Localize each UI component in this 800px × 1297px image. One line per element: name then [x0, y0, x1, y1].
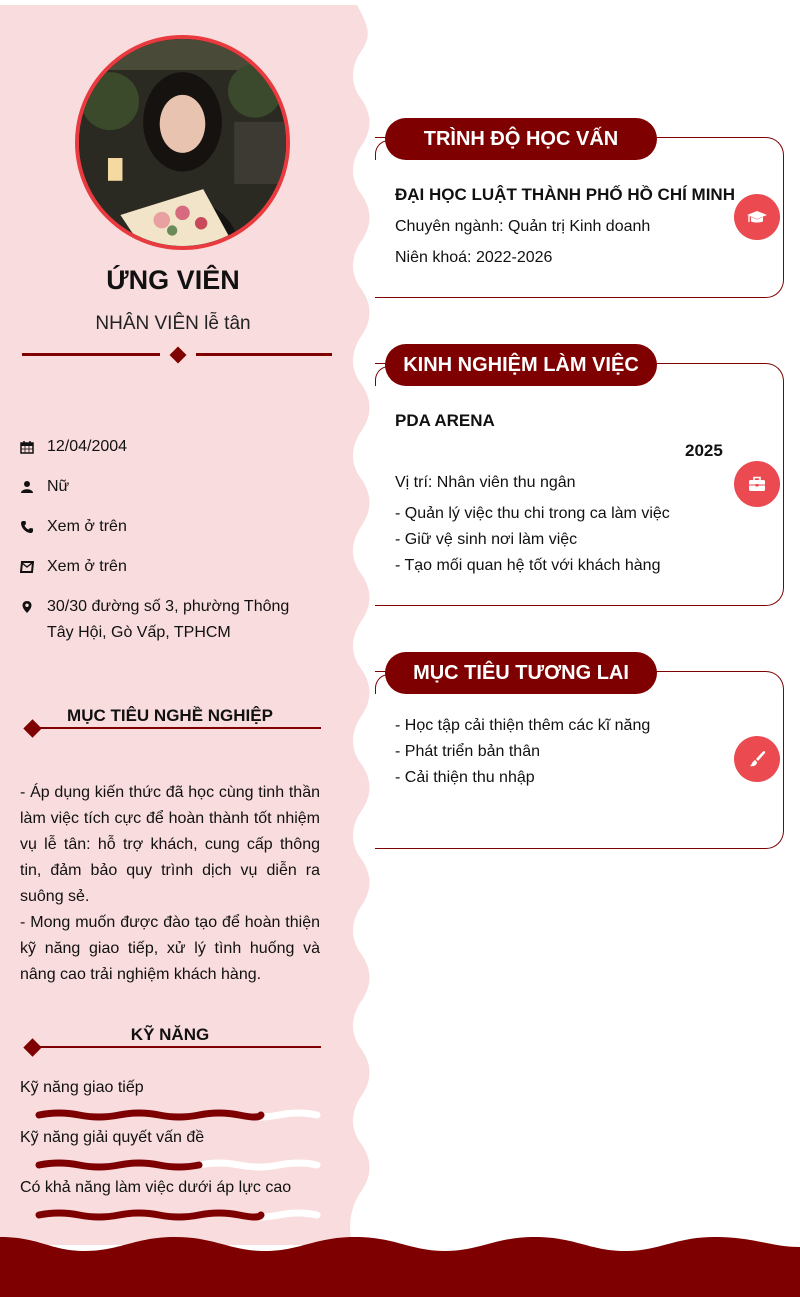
company-name: PDA ARENA — [395, 411, 495, 430]
map-marker-icon — [20, 594, 47, 620]
contact-gender — [20, 474, 320, 500]
education-heading: TRÌNH ĐỘ HỌC VẤN — [385, 118, 657, 160]
user-icon — [20, 474, 47, 500]
school-name: ĐẠI HỌC LUẬT THÀNH PHỐ HỒ CHÍ MINH — [395, 185, 735, 204]
contact-value: 30/30 đường số 3, phường Thông Tây Hội, Gò Vấp, TPHCM — [47, 598, 290, 641]
contact-address — [20, 594, 320, 646]
avatar — [75, 35, 290, 250]
skill-bar-communication — [35, 1109, 321, 1121]
career-objective-text — [20, 780, 320, 988]
name-divider-right — [196, 353, 332, 356]
major: Chuyên ngành: Quản trị Kinh doanh — [395, 218, 651, 235]
goal-item: - Phát triển bản thân — [395, 743, 540, 760]
future-goals-heading: MỤC TIÊU TƯƠNG LAI — [385, 652, 657, 694]
position: Vị trí: Nhân viên thu ngân — [395, 474, 576, 491]
experience-year: 2025 — [685, 441, 723, 460]
skill-label: Có khả năng làm việc dưới áp lực cao — [20, 1179, 292, 1196]
skills-heading: KỸ NĂNG — [130, 1025, 210, 1044]
contact-value: Nữ — [47, 478, 70, 495]
contact-dob — [20, 434, 320, 460]
briefcase-icon — [734, 461, 780, 507]
contact-value: 12/04/2004 — [47, 438, 128, 455]
avatar-photo — [79, 39, 286, 246]
goal-item: - Cải thiện thu nhập — [395, 769, 535, 786]
contact-phone — [20, 514, 320, 540]
envelope-icon — [20, 554, 47, 580]
calendar-icon — [20, 434, 47, 460]
objective-line: - Mong muốn được đào tạo để hoàn thiện kỹ năng giao tiếp, xử lý tình huống và nâng cao trải nghiệm khách hàng. — [20, 914, 320, 983]
contact-value: Xem ở trên — [47, 558, 127, 575]
duty-item: - Tạo mối quan hệ tốt với khách hàng — [395, 557, 661, 574]
contact-value: Xem ở trên — [47, 518, 127, 535]
skill-label: Kỹ năng giải quyết vấn đề — [20, 1129, 205, 1146]
name-divider-left — [22, 353, 160, 356]
graduation-cap-icon — [734, 194, 780, 240]
skill-bar-problem-solving — [35, 1159, 321, 1171]
candidate-role: NHÂN VIÊN lễ tân — [95, 313, 251, 334]
contact-email — [20, 554, 320, 580]
paint-brush-icon — [734, 736, 780, 782]
phone-icon — [20, 514, 47, 540]
goal-item: - Học tập cải thiện thêm các kĩ năng — [395, 717, 651, 734]
duty-item: - Giữ vệ sinh nơi làm việc — [395, 531, 578, 548]
heading-underline — [36, 1046, 321, 1048]
skill-label: Kỹ năng giao tiếp — [20, 1079, 144, 1096]
heading-underline — [36, 727, 321, 729]
skill-bar-pressure — [35, 1209, 321, 1221]
career-objective-heading: MỤC TIÊU NGHỀ NGHIỆP — [67, 706, 273, 725]
objective-line: - Áp dụng kiến thức đã học cùng tinh thần làm việc tích cực để hoàn thành tốt nhiệm vụ lễ tân: hỗ trợ khách, cung cấp thông tin, đảm bảo quy trình dịch vụ diễn ra suông sẻ. — [20, 784, 320, 905]
years: Niên khoá: 2022-2026 — [395, 249, 553, 266]
candidate-name: ỨNG VIÊN — [106, 265, 240, 295]
duty-item: - Quản lý việc thu chi trong ca làm việc — [395, 505, 670, 522]
footer-wave — [0, 1235, 800, 1297]
experience-heading: KINH NGHIỆM LÀM VIỆC — [385, 344, 657, 386]
